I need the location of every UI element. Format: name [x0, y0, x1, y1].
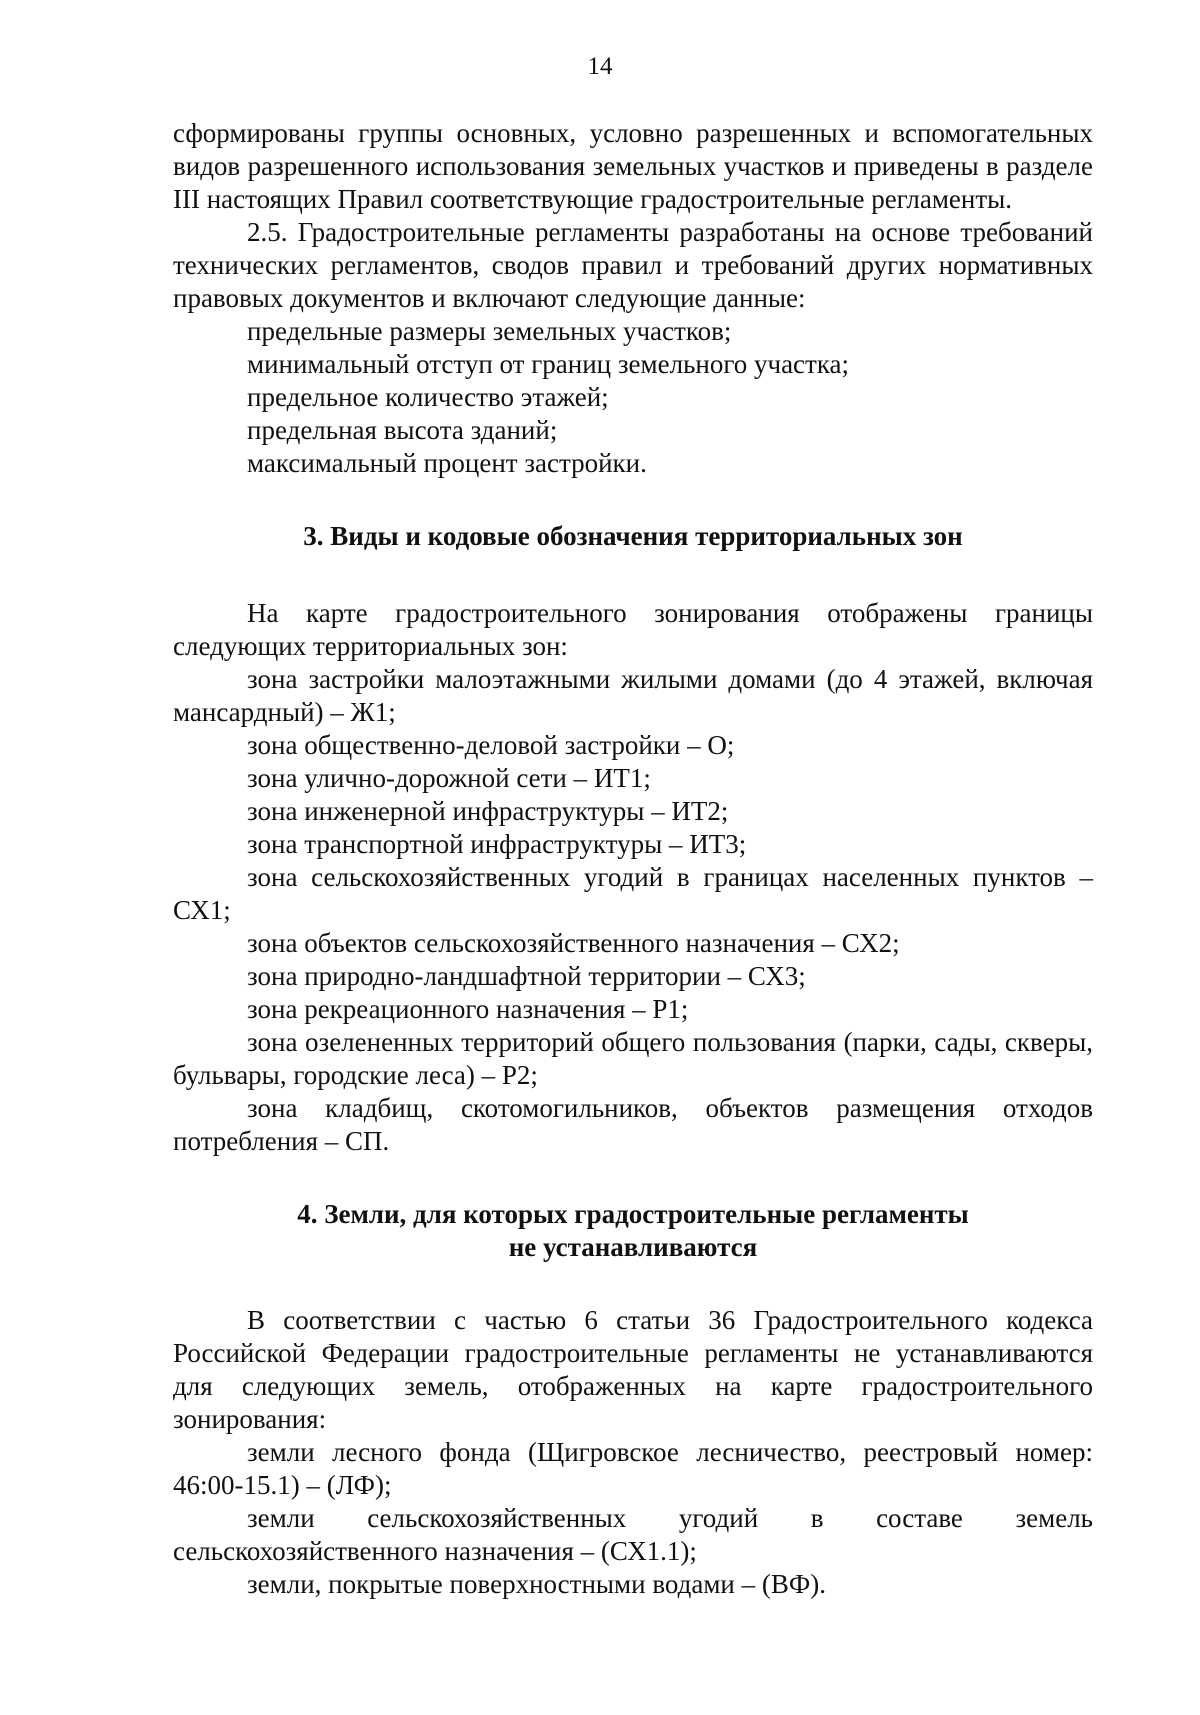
section-4-heading-line-2: не устанавливаются — [508, 1232, 758, 1262]
section-4-heading — [173, 1198, 1093, 1264]
list-item: зона инженерной инфраструктуры – ИТ2; — [247, 796, 729, 826]
section-3-intro: На карте градостроительного зонирования отображены границы следующих территориальных зон: — [173, 598, 1093, 661]
list-item: минимальный отступ от границ земельного участка; — [247, 349, 850, 379]
list-item: зона сельскохозяйственных угодий в границах населенных пунктов – СХ1; — [173, 862, 1093, 925]
list-item: зона объектов сельскохозяйственного назначения – СХ2; — [247, 928, 900, 958]
paragraph-2-5: 2.5. Градостроительные регламенты разработаны на основе требований технических регламентов, сводов правил и требований других нормативных правовых документов и включают следующие данные: — [173, 217, 1093, 313]
list-item: зона природно-ландшафтной территории – СХ3; — [247, 961, 806, 991]
list-item: максимальный процент застройки. — [247, 448, 647, 478]
list-item: предельное количество этажей; — [247, 382, 609, 412]
list-item: зона озелененных территорий общего пользования (парки, сады, скверы, бульвары, городские леса) – Р2; — [173, 1027, 1093, 1090]
list-item: зона рекреационного назначения – Р1; — [247, 994, 689, 1024]
list-item: предельная высота зданий; — [247, 415, 558, 445]
paragraph-intro: сформированы группы основных, условно разрешенных и вспомогательных видов разрешенного использования земельных участков и приведены в разделе III настоящих Правил соответствующие градостроительные регламенты. — [173, 118, 1093, 214]
document-body — [173, 117, 1093, 1601]
list-lands-without-regulations — [173, 1436, 1093, 1601]
list-item: зона застройки малоэтажными жилыми домами (до 4 этажей, включая мансардный) – Ж1; — [173, 664, 1093, 727]
list-item: зона транспортной инфраструктуры – ИТ3; — [247, 829, 747, 859]
section-4-intro: В соответствии с частью 6 статьи 36 Градостроительного кодекса Российской Федерации градостроительные регламенты не устанавливаются для следующих земель, отображенных на карте градостроительного зонирования: — [173, 1305, 1093, 1434]
list-item: земли сельскохозяйственных угодий в составе земель сельскохозяйственного назначения – (СХ1.1); — [173, 1503, 1093, 1566]
page-number: 14 — [587, 53, 613, 80]
list-item: зона общественно-деловой застройки – О; — [247, 730, 735, 760]
list-item: земли лесного фонда (Щигровское лесничество, реестровый номер: 46:00-15.1) – (ЛФ); — [173, 1437, 1093, 1500]
list-item: зона кладбищ, скотомогильников, объектов размещения отходов потребления – СП. — [173, 1093, 1093, 1156]
section-4-heading-line-1: 4. Земли, для которых градостроительные регламенты — [297, 1199, 969, 1229]
section-3-heading: 3. Виды и кодовые обозначения территориальных зон — [303, 521, 963, 551]
list-item: земли, покрытые поверхностными водами – (ВФ). — [247, 1569, 826, 1599]
list-territorial-zones — [173, 663, 1093, 1158]
list-item: зона улично-дорожной сети – ИТ1; — [247, 763, 651, 793]
list-regulation-data — [173, 315, 1093, 480]
list-item: предельные размеры земельных участков; — [247, 316, 732, 346]
